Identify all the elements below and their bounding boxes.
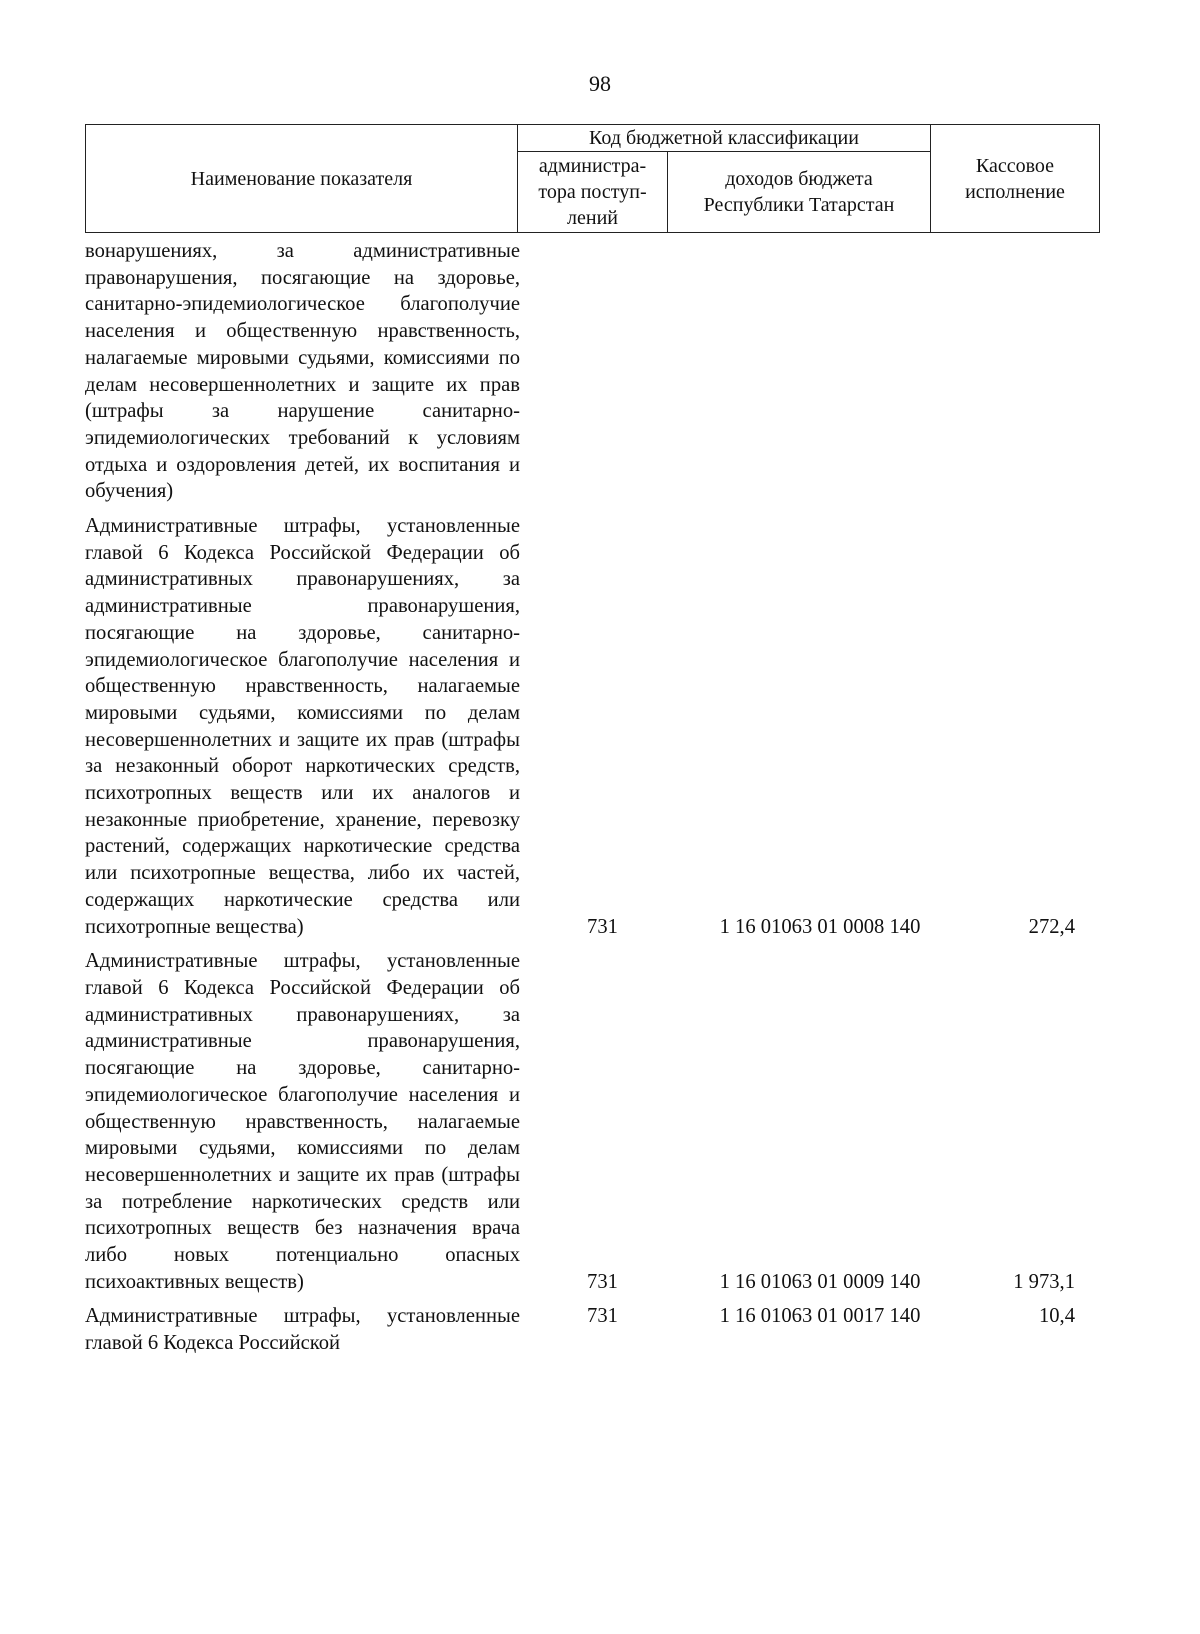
row-admin-code: 731 [587, 1270, 618, 1293]
header-amount-column: Кассовое исполнение [931, 125, 1100, 233]
row-admin-code: 731 [587, 1305, 618, 1328]
header-name-column: Наименование показателя [86, 125, 518, 233]
row-name: Административные штрафы, установленные главой 6 Кодекса Российской [85, 1305, 520, 1355]
header-admin-column: администра-тора поступ-лений [518, 152, 668, 233]
table-row [85, 948, 1099, 1295]
row-income-code: 1 16 01063 01 0009 140 [719, 1270, 921, 1293]
table-body [85, 238, 1099, 1357]
table-row [85, 1303, 1099, 1356]
row-amount: 272,4 [1028, 915, 1075, 938]
row-name: вонарушениях, за административные правонарушения, посягающие на здоровье, санитарно-эпидемиологическое благополучие населения и общественную нравственность, налагаемые мировыми судьями, комиссиями по делам несовершеннолетних и защите их прав (штрафы за нарушение санитарно-эпидемиологических требований к условиям отдыха и оздоровления детей, их воспитания и обучения) [85, 240, 520, 503]
table-row [85, 513, 1099, 940]
row-name: Административные штрафы, установленные главой 6 Кодекса Российской Федерации об административных правонарушениях, за административные правонарушения, посягающие на здоровье, санитарно-эпидемиологическое благополучие населения и общественную нравственность, налагаемые мировыми судьями, комиссиями по делам несовершеннолетних и защите их прав (штрафы за незаконный оборот наркотических средств, психотропных веществ или их аналогов и незаконные приобретение, хранение, перевозку растений, содержащих наркотические средства или психотропные вещества, либо их частей, содержащих наркотические средства или психотропные вещества) [85, 515, 520, 938]
row-income-code: 1 16 01063 01 0017 140 [719, 1305, 921, 1328]
table-row [85, 238, 1099, 505]
table-header [85, 124, 1100, 233]
header-income-column: доходов бюджета Республики Татарстан [668, 152, 931, 233]
row-income-code: 1 16 01063 01 0008 140 [719, 915, 921, 938]
row-amount: 1 973,1 [1013, 1270, 1075, 1293]
header-code-group: Код бюджетной классификации [518, 125, 931, 152]
row-name: Административные штрафы, установленные главой 6 Кодекса Российской Федерации об административных правонарушениях, за административные правонарушения, посягающие на здоровье, санитарно-эпидемиологическое благополучие населения и общественную нравственность, налагаемые мировыми судьями, комиссиями по делам несовершеннолетних и защите их прав (штрафы за потребление наркотических средств или психотропных веществ без назначения врача либо новых потенциально опасных психоактивных веществ) [85, 950, 520, 1293]
row-admin-code: 731 [587, 915, 618, 938]
page-number: 98 [589, 71, 611, 96]
row-amount: 10,4 [1038, 1305, 1075, 1328]
